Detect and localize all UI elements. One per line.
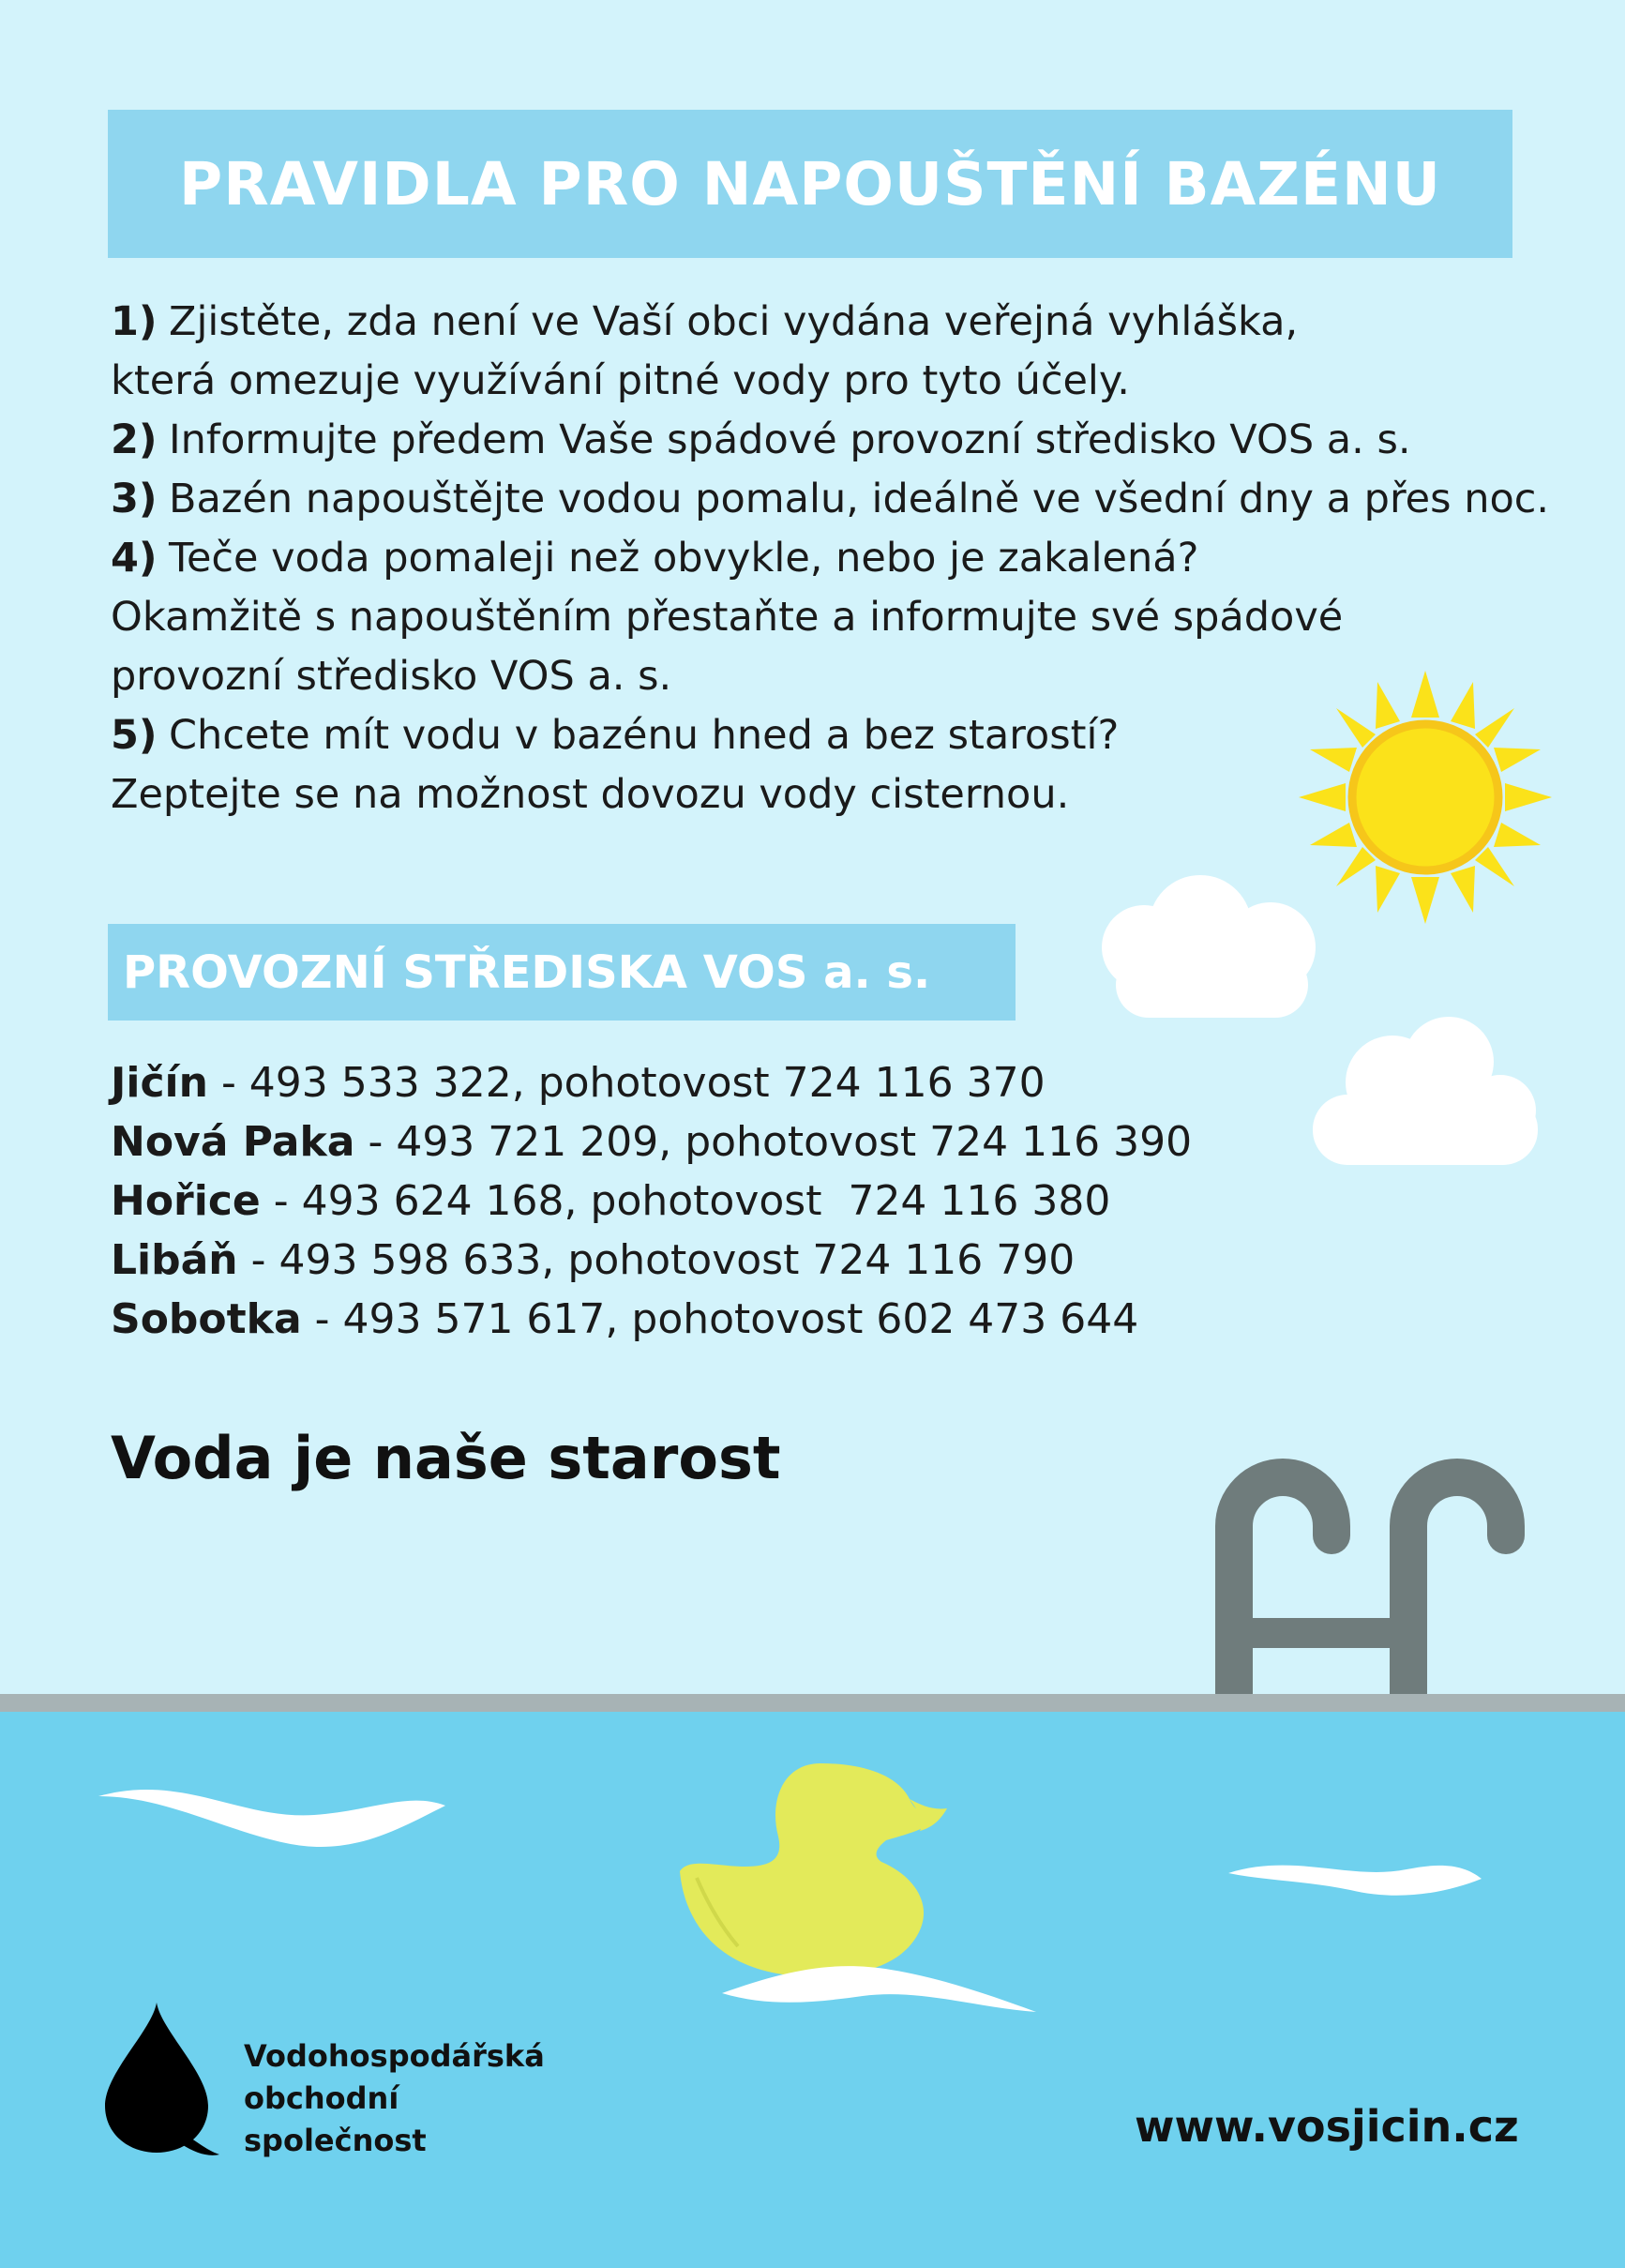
slogan: Voda je naše starost	[111, 1424, 781, 1492]
pool-ladder-icon	[1200, 1459, 1547, 1712]
cloud-icon	[1308, 1005, 1547, 1174]
title-banner	[108, 110, 1512, 258]
pool-edge	[0, 1694, 1625, 1712]
company-name-line: obchodní	[244, 2080, 399, 2116]
centre-city: Hořice	[111, 1177, 261, 1225]
centre-phone: - 493 598 633, pohotovost 724 116 790	[237, 1236, 1076, 1284]
list-item	[111, 411, 1536, 470]
centre-city: Nová Paka	[111, 1118, 355, 1166]
rule-number: 4)	[111, 535, 158, 582]
website-link[interactable]: www.vosjicin.cz	[1135, 2101, 1519, 2152]
rule-text: Teče voda pomaleji než obvykle, nebo je zakalená?	[169, 535, 1199, 582]
rule-number: 1)	[111, 298, 158, 345]
water-drop-logo-icon	[105, 2003, 222, 2157]
rule-text: provozní středisko VOS a. s.	[111, 653, 672, 700]
company-name-line: společnost	[244, 2123, 427, 2158]
centre-phone: - 493 721 209, pohotovost 724 116 390	[354, 1118, 1193, 1166]
rule-number: 2)	[111, 416, 158, 463]
centre-city: Sobotka	[111, 1295, 302, 1343]
wave-icon	[722, 1951, 1036, 2017]
list-item	[111, 1053, 1192, 1112]
rule-number: 3)	[111, 476, 158, 522]
list-item	[111, 1290, 1192, 1349]
rule-text: Chcete mít vodu v bazénu hned a bez starostí?	[169, 712, 1120, 759]
list-item	[111, 1231, 1192, 1290]
centre-city: Jičín	[111, 1059, 208, 1107]
rule-text: která omezuje využívání pitné vody pro tyto účely.	[111, 357, 1130, 404]
rule-text: Zeptejte se na možnost dovozu vody cisternou.	[111, 771, 1070, 818]
centre-phone: - 493 533 322, pohotovost 724 116 370	[207, 1059, 1046, 1107]
centres-list	[111, 1053, 1192, 1349]
sun-icon	[1299, 671, 1552, 924]
centre-phone: - 493 624 168, pohotovost 724 116 380	[260, 1177, 1111, 1225]
rule-text: Informujte předem Vaše spádové provozní středisko VOS a. s.	[169, 416, 1411, 463]
rule-text: Zjistěte, zda není ve Vaší obci vydána veřejná vyhláška,	[169, 298, 1299, 345]
centres-title: PROVOZNÍ STŘEDISKA VOS a. s.	[123, 945, 931, 999]
list-item	[111, 293, 1536, 411]
rule-text: Okamžitě s napouštěním přestaňte a informujte své spádové	[111, 594, 1344, 641]
company-name	[244, 2035, 545, 2162]
centre-phone: - 493 571 617, pohotovost 602 473 644	[301, 1295, 1139, 1343]
cloud-icon	[1088, 863, 1327, 1027]
centres-banner	[108, 924, 1016, 1021]
wave-icon	[98, 1777, 445, 1862]
list-item	[111, 470, 1550, 529]
list-item	[111, 1172, 1192, 1231]
rule-number: 5)	[111, 712, 158, 759]
page-title: PRAVIDLA PRO NAPOUŠTĚNÍ BAZÉNU	[179, 149, 1441, 219]
centre-city: Libáň	[111, 1236, 238, 1284]
wave-icon	[1228, 1852, 1482, 1904]
company-name-line: Vodohospodářská	[244, 2038, 545, 2074]
rule-text: Bazén napouštějte vodou pomalu, ideálně ve všední dny a přes noc.	[169, 476, 1550, 522]
list-item	[111, 1112, 1192, 1172]
